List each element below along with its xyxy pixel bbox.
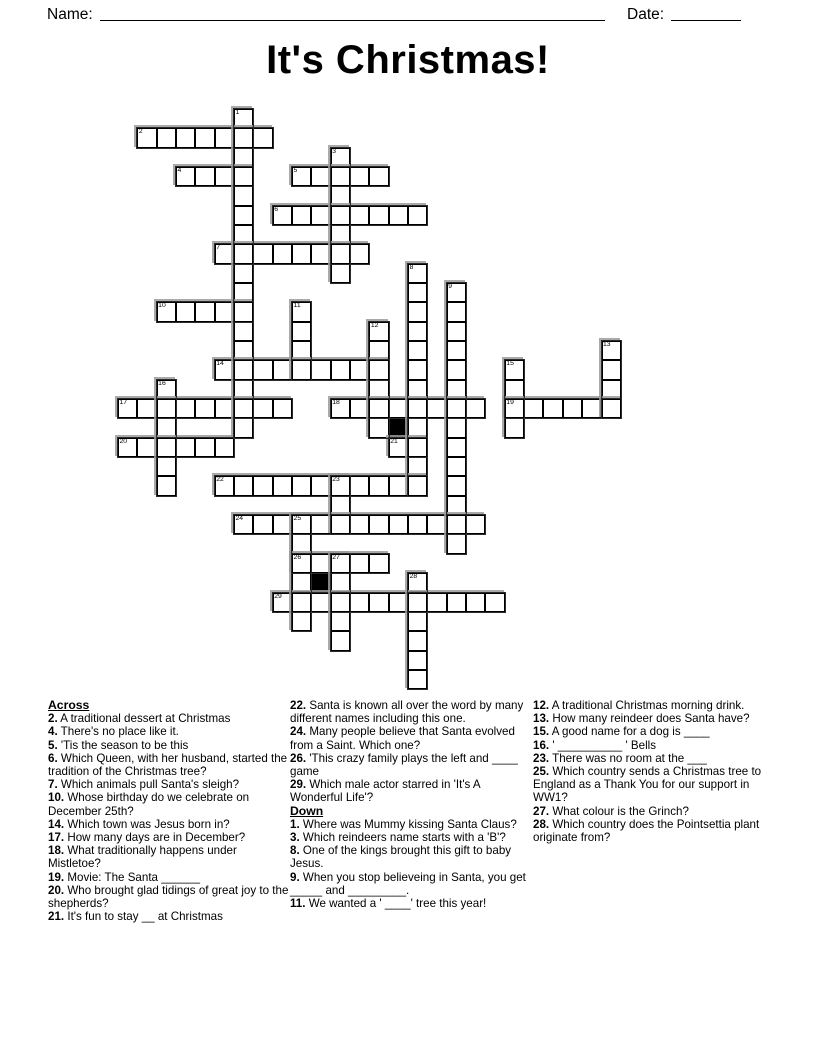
clue-13: 13. How many reindeer does Santa have? bbox=[533, 712, 750, 726]
grid-cell[interactable] bbox=[176, 399, 195, 418]
clue-26: 26. 'This crazy family plays the left and ____ game bbox=[290, 751, 518, 779]
grid-cell[interactable] bbox=[485, 593, 504, 612]
clue-19: 19. Movie: The Santa ______ bbox=[48, 870, 200, 884]
grid-cell[interactable] bbox=[234, 128, 253, 147]
grid-cell[interactable] bbox=[427, 515, 446, 534]
grid-cell[interactable] bbox=[408, 612, 427, 631]
grid-cell[interactable] bbox=[505, 380, 524, 399]
grid-cell[interactable] bbox=[273, 515, 292, 534]
grid-cell[interactable] bbox=[408, 418, 427, 437]
grid-cell[interactable] bbox=[543, 399, 562, 418]
grid-cell[interactable] bbox=[292, 515, 311, 534]
grid-cell[interactable] bbox=[292, 534, 311, 553]
grid-cell[interactable] bbox=[292, 360, 311, 379]
grid-cell[interactable] bbox=[292, 554, 311, 573]
clue-5: 5. 'Tis the season to be this bbox=[48, 738, 189, 752]
grid-cell[interactable] bbox=[234, 360, 253, 379]
grid-cell[interactable] bbox=[234, 264, 253, 283]
cell-number-29: 29 bbox=[274, 592, 282, 600]
grid-cell[interactable] bbox=[292, 612, 311, 631]
grid-cell[interactable] bbox=[447, 399, 466, 418]
clue-21: 21. It's fun to stay __ at Christmas bbox=[48, 910, 223, 924]
grid-cell[interactable] bbox=[292, 573, 311, 592]
cell-number-23: 23 bbox=[332, 476, 340, 484]
grid-cell[interactable] bbox=[350, 476, 369, 495]
grid-cell[interactable] bbox=[447, 593, 466, 612]
grid-cell[interactable] bbox=[350, 244, 369, 263]
cell-number-3: 3 bbox=[332, 147, 337, 155]
grid-cell[interactable] bbox=[292, 302, 311, 321]
grid-cell[interactable] bbox=[215, 302, 234, 321]
grid-cell[interactable] bbox=[427, 399, 446, 418]
grid-cell[interactable] bbox=[311, 476, 330, 495]
grid-cell[interactable] bbox=[331, 573, 350, 592]
cell-number-7: 7 bbox=[216, 244, 220, 252]
clue-heading-down: Down bbox=[290, 803, 324, 818]
grid-cell[interactable] bbox=[234, 322, 253, 341]
clue-23: 23. There was no room at the ___ bbox=[533, 751, 707, 765]
clue-20: 20. Who brought glad tidings of great joy to the shepherds? bbox=[48, 883, 289, 911]
cell-number-10: 10 bbox=[158, 302, 166, 310]
grid-cell[interactable] bbox=[331, 593, 350, 612]
grid-cell[interactable] bbox=[311, 167, 330, 186]
grid-cell[interactable] bbox=[331, 206, 350, 225]
cell-number-1: 1 bbox=[235, 109, 240, 116]
grid-cell[interactable] bbox=[389, 515, 408, 534]
grid-cell[interactable] bbox=[273, 593, 292, 612]
grid-cell[interactable] bbox=[176, 128, 195, 147]
grid-cell[interactable] bbox=[234, 476, 253, 495]
grid-cell[interactable] bbox=[447, 418, 466, 437]
grid-cell[interactable] bbox=[447, 341, 466, 360]
name-fill-in-line[interactable] bbox=[100, 19, 605, 21]
date-label: Date: bbox=[627, 6, 665, 23]
grid-cell[interactable] bbox=[195, 438, 214, 457]
cell-number-2: 2 bbox=[138, 128, 143, 136]
grid-cell[interactable] bbox=[234, 206, 253, 225]
grid-cell[interactable] bbox=[311, 593, 330, 612]
grid-cell[interactable] bbox=[447, 360, 466, 379]
cell-number-5: 5 bbox=[293, 167, 298, 175]
grid-cell[interactable] bbox=[369, 322, 388, 341]
clue-10: 10. Whose birthday do we celebrate on December 25th? bbox=[48, 791, 250, 818]
page-title: It's Christmas! bbox=[266, 38, 550, 82]
grid-cell[interactable] bbox=[369, 206, 388, 225]
grid-cell[interactable] bbox=[331, 496, 350, 515]
clues-column-left bbox=[48, 699, 289, 923]
grid-cell[interactable] bbox=[466, 399, 485, 418]
clue-14: 14. Which town was Jesus born in? bbox=[48, 817, 230, 831]
cell-number-9: 9 bbox=[448, 283, 453, 291]
black-cell bbox=[311, 573, 330, 592]
grid-cell[interactable] bbox=[195, 167, 214, 186]
cell-number-28: 28 bbox=[409, 573, 418, 581]
grid-cell[interactable] bbox=[215, 167, 234, 186]
grid-cell[interactable] bbox=[408, 264, 427, 283]
clue-heading-across: Across bbox=[48, 698, 90, 712]
grid-cell[interactable] bbox=[350, 206, 369, 225]
grid-cell[interactable] bbox=[311, 206, 330, 225]
cell-number-26: 26 bbox=[293, 553, 302, 561]
clue-25: 25. Which country sends a Christmas tree to England as a Thank You for our support in WW1? bbox=[533, 765, 762, 805]
grid-cell[interactable] bbox=[408, 476, 427, 495]
grid-cell[interactable] bbox=[195, 302, 214, 321]
clue-29: 29. Which male actor starred in 'It's A Wonderful Life'? bbox=[290, 778, 481, 805]
grid-cell[interactable] bbox=[331, 264, 350, 283]
grid-cell[interactable] bbox=[137, 438, 156, 457]
cell-number-22: 22 bbox=[216, 476, 224, 484]
grid-cell[interactable] bbox=[253, 399, 272, 418]
grid-cell[interactable] bbox=[234, 341, 253, 360]
grid-cell[interactable] bbox=[215, 438, 234, 457]
clue-7: 7. Which animals pull Santa's sleigh? bbox=[48, 778, 240, 792]
grid-cell[interactable] bbox=[234, 283, 253, 302]
grid-cell[interactable] bbox=[331, 186, 350, 205]
grid-cell[interactable] bbox=[369, 418, 388, 437]
grid-cell[interactable] bbox=[331, 631, 350, 650]
grid-cell[interactable] bbox=[157, 476, 176, 495]
grid-cell[interactable] bbox=[195, 399, 214, 418]
grid-cell[interactable] bbox=[234, 515, 253, 534]
clue-3: 3. Which reindeers name starts with a 'B'? bbox=[290, 831, 506, 845]
grid-cell[interactable] bbox=[234, 302, 253, 321]
cell-number-13: 13 bbox=[603, 341, 611, 349]
grid-cell[interactable] bbox=[369, 360, 388, 379]
grid-cell[interactable] bbox=[176, 302, 195, 321]
grid-cell[interactable] bbox=[408, 651, 427, 670]
grid-cell[interactable] bbox=[505, 418, 524, 437]
grid-cell[interactable] bbox=[582, 399, 601, 418]
cell-number-4: 4 bbox=[177, 167, 182, 175]
grid-cell[interactable] bbox=[505, 399, 524, 418]
grid-cell[interactable] bbox=[331, 476, 350, 495]
cell-number-6: 6 bbox=[274, 205, 278, 213]
grid-cell[interactable] bbox=[408, 380, 427, 399]
grid-cell[interactable] bbox=[447, 283, 466, 302]
grid-cell[interactable] bbox=[408, 573, 427, 592]
cell-number-12: 12 bbox=[370, 321, 379, 329]
grid-cell[interactable] bbox=[447, 476, 466, 495]
cell-number-27: 27 bbox=[332, 553, 340, 561]
grid-cell[interactable] bbox=[331, 225, 350, 244]
clue-2: 2. A traditional dessert at Christmas bbox=[48, 712, 231, 726]
grid-cell[interactable] bbox=[157, 399, 176, 418]
grid-cell[interactable] bbox=[311, 554, 330, 573]
grid-cell[interactable] bbox=[408, 399, 427, 418]
grid-cell[interactable] bbox=[408, 593, 427, 612]
grid-cell[interactable] bbox=[253, 128, 272, 147]
cell-number-17: 17 bbox=[119, 399, 128, 407]
grid-cell[interactable] bbox=[234, 380, 253, 399]
clue-12: 12. A traditional Christmas morning drink. bbox=[533, 699, 745, 712]
grid-cell[interactable] bbox=[215, 476, 234, 495]
grid-cell[interactable] bbox=[331, 399, 350, 418]
grid-cell[interactable] bbox=[466, 515, 485, 534]
grid-cell[interactable] bbox=[273, 476, 292, 495]
grid-cell[interactable] bbox=[369, 167, 388, 186]
grid-cell[interactable] bbox=[408, 515, 427, 534]
name-label: Name: bbox=[47, 6, 93, 23]
cell-number-8: 8 bbox=[409, 263, 414, 271]
grid-cell[interactable] bbox=[447, 438, 466, 457]
date-fill-in-line[interactable] bbox=[671, 19, 741, 21]
grid-cell[interactable] bbox=[466, 593, 485, 612]
grid-cell[interactable] bbox=[389, 593, 408, 612]
grid-cell[interactable] bbox=[350, 593, 369, 612]
grid-cell[interactable] bbox=[602, 399, 621, 418]
grid-cell[interactable] bbox=[253, 515, 272, 534]
grid-cell[interactable] bbox=[234, 186, 253, 205]
grid-cell[interactable] bbox=[369, 380, 388, 399]
grid-cell[interactable] bbox=[234, 399, 253, 418]
grid-cell[interactable] bbox=[408, 322, 427, 341]
clue-17: 17. How many days are in December? bbox=[48, 831, 246, 845]
clue-24: 24. Many people believe that Santa evolved from a Saint. Which one? bbox=[290, 725, 515, 752]
grid-cell[interactable] bbox=[389, 476, 408, 495]
grid-cell[interactable] bbox=[389, 206, 408, 225]
grid-cell[interactable] bbox=[292, 322, 311, 341]
grid-cell[interactable] bbox=[447, 496, 466, 515]
grid-cell[interactable] bbox=[408, 631, 427, 650]
clues-column-middle bbox=[290, 699, 531, 910]
grid-cell[interactable] bbox=[408, 206, 427, 225]
cell-number-18: 18 bbox=[332, 399, 340, 407]
grid-cell[interactable] bbox=[408, 341, 427, 360]
clue-1: 1. Where was Mummy kissing Santa Claus? bbox=[290, 817, 517, 831]
grid-cell[interactable] bbox=[292, 476, 311, 495]
grid-cell[interactable] bbox=[331, 360, 350, 379]
grid-cell[interactable] bbox=[408, 670, 427, 689]
grid-cell[interactable] bbox=[350, 554, 369, 573]
grid-cell[interactable] bbox=[118, 438, 137, 457]
grid-cell[interactable] bbox=[369, 515, 388, 534]
cell-number-19: 19 bbox=[506, 399, 514, 407]
grid-cell[interactable] bbox=[408, 360, 427, 379]
grid-cell[interactable] bbox=[137, 399, 156, 418]
grid-cell[interactable] bbox=[234, 418, 253, 437]
grid-cell[interactable] bbox=[157, 302, 176, 321]
grid-cell[interactable] bbox=[447, 322, 466, 341]
grid-cell[interactable] bbox=[563, 399, 582, 418]
grid-cell[interactable] bbox=[311, 360, 330, 379]
grid-cell[interactable] bbox=[350, 515, 369, 534]
grid-cell[interactable] bbox=[408, 438, 427, 457]
grid-cell[interactable] bbox=[157, 457, 176, 476]
grid-cell[interactable] bbox=[350, 360, 369, 379]
grid-cell[interactable] bbox=[350, 167, 369, 186]
grid-cell[interactable] bbox=[273, 360, 292, 379]
cell-number-20: 20 bbox=[119, 437, 128, 445]
grid-cell[interactable] bbox=[253, 244, 272, 263]
grid-cell[interactable] bbox=[447, 302, 466, 321]
grid-cell[interactable] bbox=[253, 476, 272, 495]
grid-cell[interactable] bbox=[273, 399, 292, 418]
grid-cell[interactable] bbox=[602, 341, 621, 360]
grid-cell[interactable] bbox=[176, 438, 195, 457]
grid-cell[interactable] bbox=[215, 360, 234, 379]
grid-cell[interactable] bbox=[253, 360, 272, 379]
grid-cell[interactable] bbox=[311, 244, 330, 263]
grid-cell[interactable] bbox=[369, 399, 388, 418]
grid-cell[interactable] bbox=[369, 554, 388, 573]
grid-cell[interactable] bbox=[602, 380, 621, 399]
cell-number-15: 15 bbox=[506, 360, 514, 368]
grid-cell[interactable] bbox=[157, 380, 176, 399]
grid-cell[interactable] bbox=[195, 128, 214, 147]
grid-cell[interactable] bbox=[331, 515, 350, 534]
grid-cell[interactable] bbox=[447, 534, 466, 553]
clues-column-right bbox=[533, 699, 774, 844]
grid-cell[interactable] bbox=[137, 128, 156, 147]
grid-cell[interactable] bbox=[447, 380, 466, 399]
grid-cell[interactable] bbox=[176, 167, 195, 186]
grid-cell[interactable] bbox=[215, 244, 234, 263]
clue-15: 15. A good name for a dog is ____ bbox=[533, 725, 710, 739]
clue-4: 4. There's no place like it. bbox=[48, 725, 179, 739]
clue-27: 27. What colour is the Grinch? bbox=[533, 804, 689, 818]
cell-number-25: 25 bbox=[293, 515, 302, 523]
cell-number-21: 21 bbox=[390, 437, 398, 445]
grid-cell[interactable] bbox=[389, 438, 408, 457]
grid-cell[interactable] bbox=[331, 612, 350, 631]
grid-cell[interactable] bbox=[408, 302, 427, 321]
clue-16: 16. ' __________ ' Bells bbox=[533, 738, 657, 752]
clue-6: 6. Which Queen, with her husband, started the tradition of the Christmas tree? bbox=[48, 751, 288, 779]
grid-cell[interactable] bbox=[408, 457, 427, 476]
clue-11: 11. We wanted a ' ____' tree this year! bbox=[290, 897, 487, 911]
grid-cell[interactable] bbox=[234, 244, 253, 263]
cell-number-24: 24 bbox=[235, 515, 244, 523]
clue-9: 9. When you stop believeing in Santa, you get _____ and _________. bbox=[290, 870, 526, 897]
cell-number-11: 11 bbox=[293, 302, 301, 310]
grid-cell[interactable] bbox=[234, 109, 253, 128]
grid-cell[interactable] bbox=[447, 515, 466, 534]
black-cell bbox=[389, 418, 408, 437]
grid-cell[interactable] bbox=[369, 476, 388, 495]
grid-cell[interactable] bbox=[602, 360, 621, 379]
cell-number-14: 14 bbox=[216, 360, 224, 368]
grid-cell[interactable] bbox=[427, 593, 446, 612]
grid-cell[interactable] bbox=[331, 167, 350, 186]
grid-cell[interactable] bbox=[292, 593, 311, 612]
grid-cell[interactable] bbox=[369, 593, 388, 612]
grid-cell[interactable] bbox=[234, 167, 253, 186]
grid-cell[interactable] bbox=[292, 206, 311, 225]
grid-cell[interactable] bbox=[311, 515, 330, 534]
grid-cell[interactable] bbox=[157, 418, 176, 437]
grid-cell[interactable] bbox=[350, 399, 369, 418]
grid-cell[interactable] bbox=[524, 399, 543, 418]
grid-cell[interactable] bbox=[331, 244, 350, 263]
cell-number-16: 16 bbox=[158, 379, 166, 387]
grid-cell[interactable] bbox=[215, 128, 234, 147]
grid-cell[interactable] bbox=[234, 148, 253, 167]
grid-cell[interactable] bbox=[234, 225, 253, 244]
clue-18: 18. What traditionally happens under Mistletoe? bbox=[48, 844, 237, 871]
grid-cell[interactable] bbox=[369, 341, 388, 360]
grid-cell[interactable] bbox=[389, 399, 408, 418]
grid-cell[interactable] bbox=[292, 341, 311, 360]
grid-cell[interactable] bbox=[157, 128, 176, 147]
grid-cell[interactable] bbox=[292, 167, 311, 186]
grid-cell[interactable] bbox=[157, 438, 176, 457]
grid-cell[interactable] bbox=[273, 206, 292, 225]
grid-cell[interactable] bbox=[331, 148, 350, 167]
clue-8: 8. One of the kings brought this gift to baby Jesus. bbox=[290, 844, 512, 871]
grid-cell[interactable] bbox=[447, 457, 466, 476]
clue-22: 22. Santa is known all over the word by many different names including this one. bbox=[290, 699, 524, 726]
clue-28: 28. Which country does the Pointsettia plant originate from? bbox=[533, 817, 760, 845]
grid-cell[interactable] bbox=[505, 360, 524, 379]
grid-cell[interactable] bbox=[118, 399, 137, 418]
grid-cell[interactable] bbox=[215, 399, 234, 418]
grid-cell[interactable] bbox=[331, 554, 350, 573]
grid-cell[interactable] bbox=[408, 283, 427, 302]
grid-cell[interactable] bbox=[292, 244, 311, 263]
grid-cell[interactable] bbox=[273, 244, 292, 263]
